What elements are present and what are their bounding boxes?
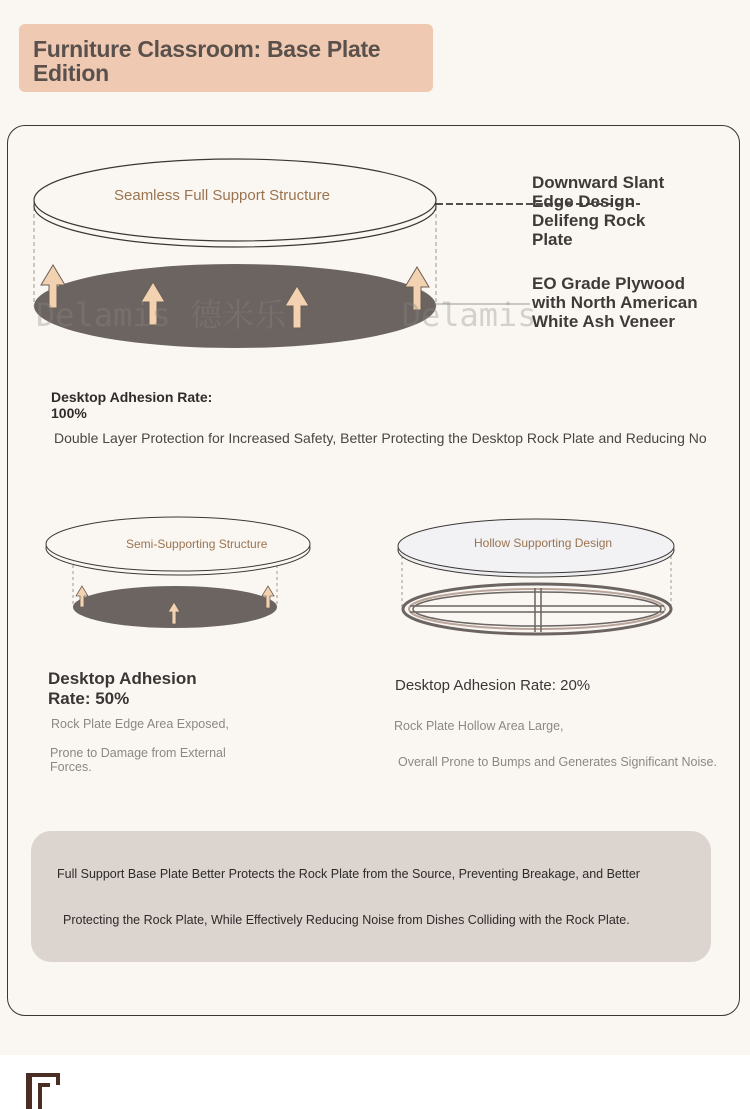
full-support-label: Seamless Full Support Structure bbox=[114, 187, 330, 204]
callout-base-plate: EO Grade Plywood with North American White Ash Veneer bbox=[532, 274, 698, 331]
full-support-rate: Desktop Adhesion Rate: 100% bbox=[51, 389, 213, 421]
watermark: Delamis 德米乐 Delamis bbox=[36, 296, 537, 334]
semi-support-desc-1: Rock Plate Edge Area Exposed, bbox=[51, 717, 229, 731]
hollow-support-desc-1: Rock Plate Hollow Area Large, bbox=[394, 719, 564, 733]
hollow-support-rate: Desktop Adhesion Rate: 20% bbox=[395, 677, 591, 694]
summary-line-1: Full Support Base Plate Better Protects the Rock Plate from the Source, Preventing Breakage, and Better bbox=[57, 867, 640, 881]
footer-band bbox=[0, 1055, 750, 1109]
brand-logo-icon bbox=[0, 1055, 750, 1109]
callout-top-plate: Downward Slant Edge Design Delifeng Rock Plate bbox=[532, 173, 665, 249]
semi-support-rate: Desktop Adhesion Rate: 50% bbox=[48, 669, 197, 708]
summary-line-2: Protecting the Rock Plate, While Effectively Reducing Noise from Dishes Colliding with the Rock Plate. bbox=[63, 913, 630, 927]
page-title: Furniture Classroom: Base Plate Edition bbox=[33, 36, 381, 86]
hollow-support-label: Hollow Supporting Design bbox=[474, 536, 613, 550]
semi-support-label: Semi-Supporting Structure bbox=[126, 537, 268, 551]
semi-support-desc-2: Prone to Damage from External Forces. bbox=[50, 746, 226, 774]
hollow-support-desc-2: Overall Prone to Bumps and Generates Significant Noise. bbox=[398, 755, 717, 769]
full-support-description: Double Layer Protection for Increased Safety, Better Protecting the Desktop Rock Plate and Reducing No bbox=[54, 430, 707, 446]
summary-box bbox=[31, 831, 711, 962]
hollow-frame-inner bbox=[409, 589, 665, 629]
